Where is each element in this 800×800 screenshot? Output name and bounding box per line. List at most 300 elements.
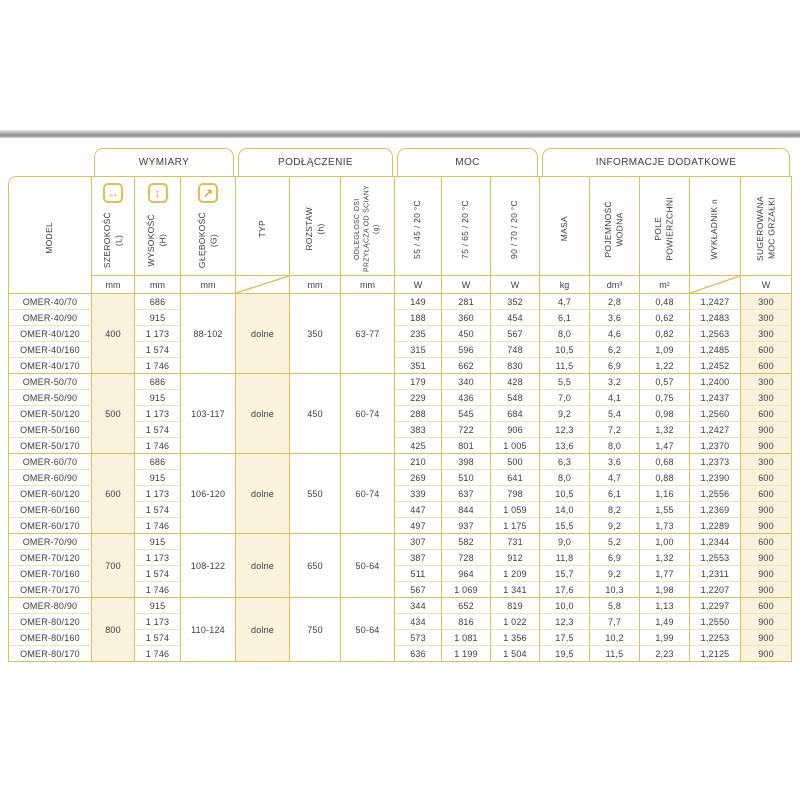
pole-cell: 0,57	[640, 374, 690, 390]
pole-cell: 2,23	[640, 646, 690, 662]
col-header-typ-label: TYP	[256, 220, 267, 238]
wysokosc-cell: 1 746	[135, 438, 181, 454]
unit-pojemnosc: dm³	[590, 276, 640, 294]
grzalka-cell: 900	[741, 550, 792, 566]
moc55-cell: 511	[395, 566, 442, 582]
moc55-cell: 636	[395, 646, 442, 662]
wykladnik-cell: 1,2483	[690, 310, 741, 326]
col-header-rozstaw-sub: (h)	[315, 223, 325, 235]
grzalka-cell: 600	[741, 358, 792, 374]
wykladnik-cell: 1,2125	[690, 646, 741, 662]
moc90-cell: 454	[491, 310, 540, 326]
grzalka-cell: 600	[741, 486, 792, 502]
pojemnosc-cell: 6,2	[590, 342, 640, 358]
moc75-cell: 728	[442, 550, 491, 566]
pole-cell: 1,32	[640, 550, 690, 566]
typ-cell: dolne	[236, 294, 290, 374]
typ-cell: dolne	[236, 454, 290, 534]
col-header-szerokosc-label: SZEROKOŚĆ	[101, 212, 112, 269]
pole-cell: 1,32	[640, 422, 690, 438]
grzalka-cell: 900	[741, 422, 792, 438]
wysokosc-cell: 915	[135, 390, 181, 406]
moc90-cell: 1 341	[491, 582, 540, 598]
moc55-cell: 288	[395, 406, 442, 422]
model-cell: OMER-60/170	[8, 518, 92, 534]
masa-cell: 10,0	[540, 598, 590, 614]
radiator-spec-table	[8, 148, 792, 662]
pole-cell: 1,16	[640, 486, 690, 502]
col-header-wysokosc-sub: (H)	[157, 234, 168, 247]
group-header-moc: MOC	[397, 148, 538, 176]
model-cell: OMER-50/70	[8, 374, 92, 390]
wysokosc-cell: 915	[135, 598, 181, 614]
moc90-cell: 1 005	[491, 438, 540, 454]
model-cell: OMER-40/120	[8, 326, 92, 342]
wysokosc-cell: 1 173	[135, 326, 181, 342]
moc90-cell: 731	[491, 534, 540, 550]
pole-cell: 1,22	[640, 358, 690, 374]
col-header-grzalka	[741, 176, 792, 276]
wykladnik-cell: 1,2253	[690, 630, 741, 646]
group-header-wymiary: WYMIARY	[94, 148, 234, 176]
pojemnosc-cell: 6,9	[590, 550, 640, 566]
height-arrow-icon: ↕	[148, 183, 168, 203]
glebokosc-cell: 108-122	[181, 534, 236, 598]
pojemnosc-cell: 4,1	[590, 390, 640, 406]
odleglosc-cell: 50-64	[341, 598, 395, 662]
col-header-glebokosc	[181, 176, 236, 276]
grzalka-cell: 900	[741, 582, 792, 598]
model-cell: OMER-60/160	[8, 502, 92, 518]
pojemnosc-cell: 6,9	[590, 358, 640, 374]
pole-cell: 0,62	[640, 310, 690, 326]
moc90-cell: 641	[491, 470, 540, 486]
grzalka-cell: 600	[741, 470, 792, 486]
wykladnik-cell: 1,2560	[690, 406, 741, 422]
masa-cell: 6,3	[540, 454, 590, 470]
wysokosc-cell: 1 173	[135, 550, 181, 566]
wysokosc-cell: 1 574	[135, 566, 181, 582]
grzalka-cell: 600	[741, 534, 792, 550]
moc55-cell: 447	[395, 502, 442, 518]
unit-moc90: W	[491, 276, 540, 294]
col-header-glebokosc-label: GŁĘBOKOŚĆ	[196, 212, 207, 269]
moc55-cell: 149	[395, 294, 442, 310]
moc90-cell: 352	[491, 294, 540, 310]
typ-cell: dolne	[236, 534, 290, 598]
col-header-moc55-label: 55 / 45 / 20 °C	[412, 199, 423, 259]
model-cell: OMER-40/170	[8, 358, 92, 374]
col-header-model-label: MODEL	[44, 222, 55, 254]
model-cell: OMER-50/170	[8, 438, 92, 454]
wysokosc-cell: 915	[135, 310, 181, 326]
moc90-cell: 567	[491, 326, 540, 342]
model-cell: OMER-70/170	[8, 582, 92, 598]
model-cell: OMER-50/120	[8, 406, 92, 422]
col-header-model	[8, 176, 92, 294]
pole-cell: 1,99	[640, 630, 690, 646]
moc55-cell: 315	[395, 342, 442, 358]
col-header-szerokosc-sub: (L)	[113, 234, 123, 247]
unit-rozstaw: mm	[290, 276, 341, 294]
model-cell: OMER-80/120	[8, 614, 92, 630]
model-cell: OMER-60/90	[8, 470, 92, 486]
wykladnik-cell: 1,2297	[690, 598, 741, 614]
wysokosc-cell: 1 746	[135, 518, 181, 534]
col-header-pole-label: POLE	[653, 217, 664, 241]
grzalka-cell: 900	[741, 438, 792, 454]
masa-cell: 9,2	[540, 406, 590, 422]
unit-wysokosc: mm	[135, 276, 181, 294]
col-header-pojemnosc-label: POJEMNOŚĆ	[603, 200, 614, 258]
pole-cell: 0,98	[640, 406, 690, 422]
col-header-wysokosc-label: WYSOKOŚĆ	[146, 214, 157, 267]
unit-masa: kg	[540, 276, 590, 294]
wykladnik-cell: 1,2311	[690, 566, 741, 582]
moc90-cell: 748	[491, 342, 540, 358]
moc55-cell: 339	[395, 486, 442, 502]
szerokosc-cell: 600	[92, 454, 135, 534]
col-header-pojemnosc	[590, 176, 640, 276]
pojemnosc-cell: 4,6	[590, 326, 640, 342]
col-header-pole-sub: POWIERZCHNI	[664, 197, 675, 261]
moc90-cell: 1 504	[491, 646, 540, 662]
masa-cell: 7,0	[540, 390, 590, 406]
masa-cell: 13,6	[540, 438, 590, 454]
model-cell: OMER-80/90	[8, 598, 92, 614]
moc55-cell: 425	[395, 438, 442, 454]
rozstaw-cell: 550	[290, 454, 341, 534]
moc55-cell: 235	[395, 326, 442, 342]
wykladnik-cell: 1,2207	[690, 582, 741, 598]
col-header-szerokosc	[92, 176, 135, 276]
rozstaw-cell: 650	[290, 534, 341, 598]
moc90-cell: 548	[491, 390, 540, 406]
pole-cell: 0,82	[640, 326, 690, 342]
rozstaw-cell: 750	[290, 598, 341, 662]
wysokosc-cell: 1 173	[135, 614, 181, 630]
moc75-cell: 281	[442, 294, 491, 310]
col-header-pojemnosc-sub: WODNA	[614, 211, 625, 247]
col-header-moc90	[491, 176, 540, 276]
wykladnik-cell: 1,2452	[690, 358, 741, 374]
pojemnosc-cell: 3,6	[590, 454, 640, 470]
masa-cell: 10,5	[540, 486, 590, 502]
grzalka-cell: 900	[741, 566, 792, 582]
glebokosc-cell: 103-117	[181, 374, 236, 454]
moc75-cell: 844	[442, 502, 491, 518]
model-cell: OMER-50/160	[8, 422, 92, 438]
wysokosc-cell: 1 574	[135, 342, 181, 358]
col-header-odleglosc	[341, 176, 395, 276]
wysokosc-cell: 1 574	[135, 422, 181, 438]
col-header-pole	[640, 176, 690, 276]
moc75-cell: 1 069	[442, 582, 491, 598]
moc55-cell: 307	[395, 534, 442, 550]
typ-cell: dolne	[236, 374, 290, 454]
grzalka-cell: 900	[741, 614, 792, 630]
moc55-cell: 229	[395, 390, 442, 406]
moc90-cell: 1 022	[491, 614, 540, 630]
pojemnosc-cell: 9,2	[590, 566, 640, 582]
moc75-cell: 662	[442, 358, 491, 374]
wysokosc-cell: 915	[135, 470, 181, 486]
model-cell: OMER-70/120	[8, 550, 92, 566]
wysokosc-cell: 1 746	[135, 358, 181, 374]
pole-cell: 0,48	[640, 294, 690, 310]
pojemnosc-cell: 3,6	[590, 310, 640, 326]
model-cell: OMER-40/90	[8, 310, 92, 326]
model-cell: OMER-40/70	[8, 294, 92, 310]
col-header-glebokosc-sub: (G)	[208, 233, 218, 248]
moc55-cell: 573	[395, 630, 442, 646]
wysokosc-cell: 915	[135, 534, 181, 550]
wykladnik-cell: 1,2400	[690, 374, 741, 390]
col-header-rozstaw-label: ROZSTAW	[303, 207, 314, 251]
masa-cell: 17,6	[540, 582, 590, 598]
col-header-wysokosc	[135, 176, 181, 276]
wykladnik-cell: 1,2344	[690, 534, 741, 550]
masa-cell: 6,1	[540, 310, 590, 326]
unit-pole: m²	[640, 276, 690, 294]
grzalka-cell: 900	[741, 646, 792, 662]
wykladnik-cell: 1,2289	[690, 518, 741, 534]
masa-cell: 11,5	[540, 358, 590, 374]
moc75-cell: 1 199	[442, 646, 491, 662]
model-cell: OMER-80/170	[8, 646, 92, 662]
model-cell: OMER-40/160	[8, 342, 92, 358]
rozstaw-cell: 450	[290, 374, 341, 454]
glebokosc-cell: 106-120	[181, 454, 236, 534]
model-cell: OMER-70/160	[8, 566, 92, 582]
grzalka-cell: 600	[741, 406, 792, 422]
pojemnosc-cell: 2,8	[590, 294, 640, 310]
group-header-podlaczenie: PODŁĄCZENIE	[238, 148, 393, 176]
wysokosc-cell: 686	[135, 454, 181, 470]
unit-glebokosc: mm	[181, 276, 236, 294]
wykladnik-cell: 1,2437	[690, 390, 741, 406]
col-header-typ	[236, 176, 290, 276]
grzalka-cell: 300	[741, 454, 792, 470]
pojemnosc-cell: 9,2	[590, 518, 640, 534]
pojemnosc-cell: 11,5	[590, 646, 640, 662]
model-cell: OMER-60/70	[8, 454, 92, 470]
moc90-cell: 1 059	[491, 502, 540, 518]
masa-cell: 11,8	[540, 550, 590, 566]
wykladnik-cell: 1,2563	[690, 326, 741, 342]
grzalka-cell: 300	[741, 390, 792, 406]
masa-cell: 9,0	[540, 534, 590, 550]
moc75-cell: 1 081	[442, 630, 491, 646]
grzalka-cell: 300	[741, 310, 792, 326]
wysokosc-cell: 1 574	[135, 502, 181, 518]
masa-cell: 12,3	[540, 422, 590, 438]
moc75-cell: 436	[442, 390, 491, 406]
unit-szerokosc: mm	[92, 276, 135, 294]
moc75-cell: 722	[442, 422, 491, 438]
wysokosc-cell: 686	[135, 294, 181, 310]
masa-cell: 5,5	[540, 374, 590, 390]
moc90-cell: 1 209	[491, 566, 540, 582]
col-header-wykladnik	[690, 176, 741, 276]
grzalka-cell: 300	[741, 326, 792, 342]
model-cell: OMER-60/120	[8, 486, 92, 502]
moc55-cell: 351	[395, 358, 442, 374]
odleglosc-cell: 63-77	[341, 294, 395, 374]
odleglosc-cell: 60-74	[341, 454, 395, 534]
szerokosc-cell: 400	[92, 294, 135, 374]
moc75-cell: 510	[442, 470, 491, 486]
pojemnosc-cell: 10,2	[590, 630, 640, 646]
pole-cell: 0,88	[640, 470, 690, 486]
col-header-odleglosc-sub: PRZYŁĄCZA OD ŚCIANY (g)	[363, 185, 381, 273]
moc75-cell: 398	[442, 454, 491, 470]
moc90-cell: 684	[491, 406, 540, 422]
pojemnosc-cell: 8,0	[590, 438, 640, 454]
moc90-cell: 798	[491, 486, 540, 502]
pojemnosc-cell: 7,7	[590, 614, 640, 630]
moc75-cell: 816	[442, 614, 491, 630]
wykladnik-cell: 1,2390	[690, 470, 741, 486]
wykladnik-cell: 1,2427	[690, 294, 741, 310]
masa-cell: 10,5	[540, 342, 590, 358]
odleglosc-cell: 60-74	[341, 374, 395, 454]
moc90-cell: 830	[491, 358, 540, 374]
unit-wykladnik-blank	[690, 276, 741, 294]
col-header-moc90-label: 90 / 70 / 20 °C	[509, 199, 520, 259]
width-arrow-icon: ↔	[103, 183, 123, 203]
pojemnosc-cell: 7,2	[590, 422, 640, 438]
moc90-cell: 819	[491, 598, 540, 614]
grzalka-cell: 900	[741, 630, 792, 646]
grzalka-cell: 300	[741, 374, 792, 390]
col-header-masa	[540, 176, 590, 276]
moc55-cell: 210	[395, 454, 442, 470]
col-header-grzalka-sub: MOC GRZAŁKI	[766, 198, 776, 260]
wysokosc-cell: 1 173	[135, 406, 181, 422]
pole-cell: 1,98	[640, 582, 690, 598]
wysokosc-cell: 1 173	[135, 486, 181, 502]
depth-arrow-icon: ↗	[198, 183, 218, 203]
moc55-cell: 567	[395, 582, 442, 598]
wysokosc-cell: 1 746	[135, 582, 181, 598]
moc75-cell: 360	[442, 310, 491, 326]
pole-cell: 1,55	[640, 502, 690, 518]
pojemnosc-cell: 8,2	[590, 502, 640, 518]
pole-cell: 1,09	[640, 342, 690, 358]
col-header-moc75-label: 75 / 65 / 20 °C	[460, 199, 471, 259]
moc75-cell: 652	[442, 598, 491, 614]
moc75-cell: 937	[442, 518, 491, 534]
wykladnik-cell: 1,2553	[690, 550, 741, 566]
moc90-cell: 1 356	[491, 630, 540, 646]
moc55-cell: 179	[395, 374, 442, 390]
col-header-moc55	[395, 176, 442, 276]
masa-cell: 4,7	[540, 294, 590, 310]
rozstaw-cell: 350	[290, 294, 341, 374]
masa-cell: 8,0	[540, 470, 590, 486]
pole-cell: 0,68	[640, 454, 690, 470]
moc75-cell: 545	[442, 406, 491, 422]
col-header-rozstaw	[290, 176, 341, 276]
pojemnosc-cell: 5,4	[590, 406, 640, 422]
szerokosc-cell: 800	[92, 598, 135, 662]
unit-typ-blank	[236, 276, 290, 294]
moc55-cell: 383	[395, 422, 442, 438]
col-header-wykladnik-label: WYKŁADNIK n	[709, 198, 720, 260]
pojemnosc-cell: 10,3	[590, 582, 640, 598]
unit-moc75: W	[442, 276, 491, 294]
grzalka-cell: 900	[741, 518, 792, 534]
wykladnik-cell: 1,2427	[690, 422, 741, 438]
moc90-cell: 912	[491, 550, 540, 566]
grzalka-cell: 900	[741, 502, 792, 518]
typ-cell: dolne	[236, 598, 290, 662]
col-header-grzalka-label: SUGEROWANA	[754, 196, 765, 262]
masa-cell: 8,0	[540, 326, 590, 342]
grzalka-cell: 600	[741, 598, 792, 614]
unit-moc55: W	[395, 276, 442, 294]
moc55-cell: 497	[395, 518, 442, 534]
wykladnik-cell: 1,2485	[690, 342, 741, 358]
moc75-cell: 637	[442, 486, 491, 502]
model-cell: OMER-70/90	[8, 534, 92, 550]
pole-cell: 1,47	[640, 438, 690, 454]
moc90-cell: 500	[491, 454, 540, 470]
group-header-informacje: INFORMACJE DODATKOWE	[542, 148, 790, 176]
masa-cell: 17,5	[540, 630, 590, 646]
moc75-cell: 964	[442, 566, 491, 582]
model-cell: OMER-80/160	[8, 630, 92, 646]
masa-cell: 12,3	[540, 614, 590, 630]
wykladnik-cell: 1,2370	[690, 438, 741, 454]
wykladnik-cell: 1,2373	[690, 454, 741, 470]
wysokosc-cell: 686	[135, 374, 181, 390]
moc75-cell: 450	[442, 326, 491, 342]
masa-cell: 14,0	[540, 502, 590, 518]
moc90-cell: 428	[491, 374, 540, 390]
szerokosc-cell: 700	[92, 534, 135, 598]
col-header-moc75	[442, 176, 491, 276]
pole-cell: 0,75	[640, 390, 690, 406]
moc90-cell: 1 175	[491, 518, 540, 534]
moc75-cell: 596	[442, 342, 491, 358]
col-header-odleglosc-label: ODLEGŁOŚĆ OSI	[354, 198, 362, 260]
wykladnik-cell: 1,2550	[690, 614, 741, 630]
szerokosc-cell: 500	[92, 374, 135, 454]
col-header-masa-label: MASA	[558, 216, 569, 242]
pojemnosc-cell: 3,2	[590, 374, 640, 390]
masa-cell: 15,7	[540, 566, 590, 582]
odleglosc-cell: 50-64	[341, 534, 395, 598]
wysokosc-cell: 1 574	[135, 630, 181, 646]
wykladnik-cell: 1,2369	[690, 502, 741, 518]
wysokosc-cell: 1 746	[135, 646, 181, 662]
moc55-cell: 188	[395, 310, 442, 326]
model-cell: OMER-50/90	[8, 390, 92, 406]
grzalka-cell: 300	[741, 294, 792, 310]
wykladnik-cell: 1,2556	[690, 486, 741, 502]
grzalka-cell: 600	[741, 342, 792, 358]
pole-cell: 1,77	[640, 566, 690, 582]
moc90-cell: 906	[491, 422, 540, 438]
unit-odleglosc: mm	[341, 276, 395, 294]
masa-cell: 15,5	[540, 518, 590, 534]
pole-cell: 1,13	[640, 598, 690, 614]
moc55-cell: 344	[395, 598, 442, 614]
moc75-cell: 801	[442, 438, 491, 454]
masa-cell: 19,5	[540, 646, 590, 662]
